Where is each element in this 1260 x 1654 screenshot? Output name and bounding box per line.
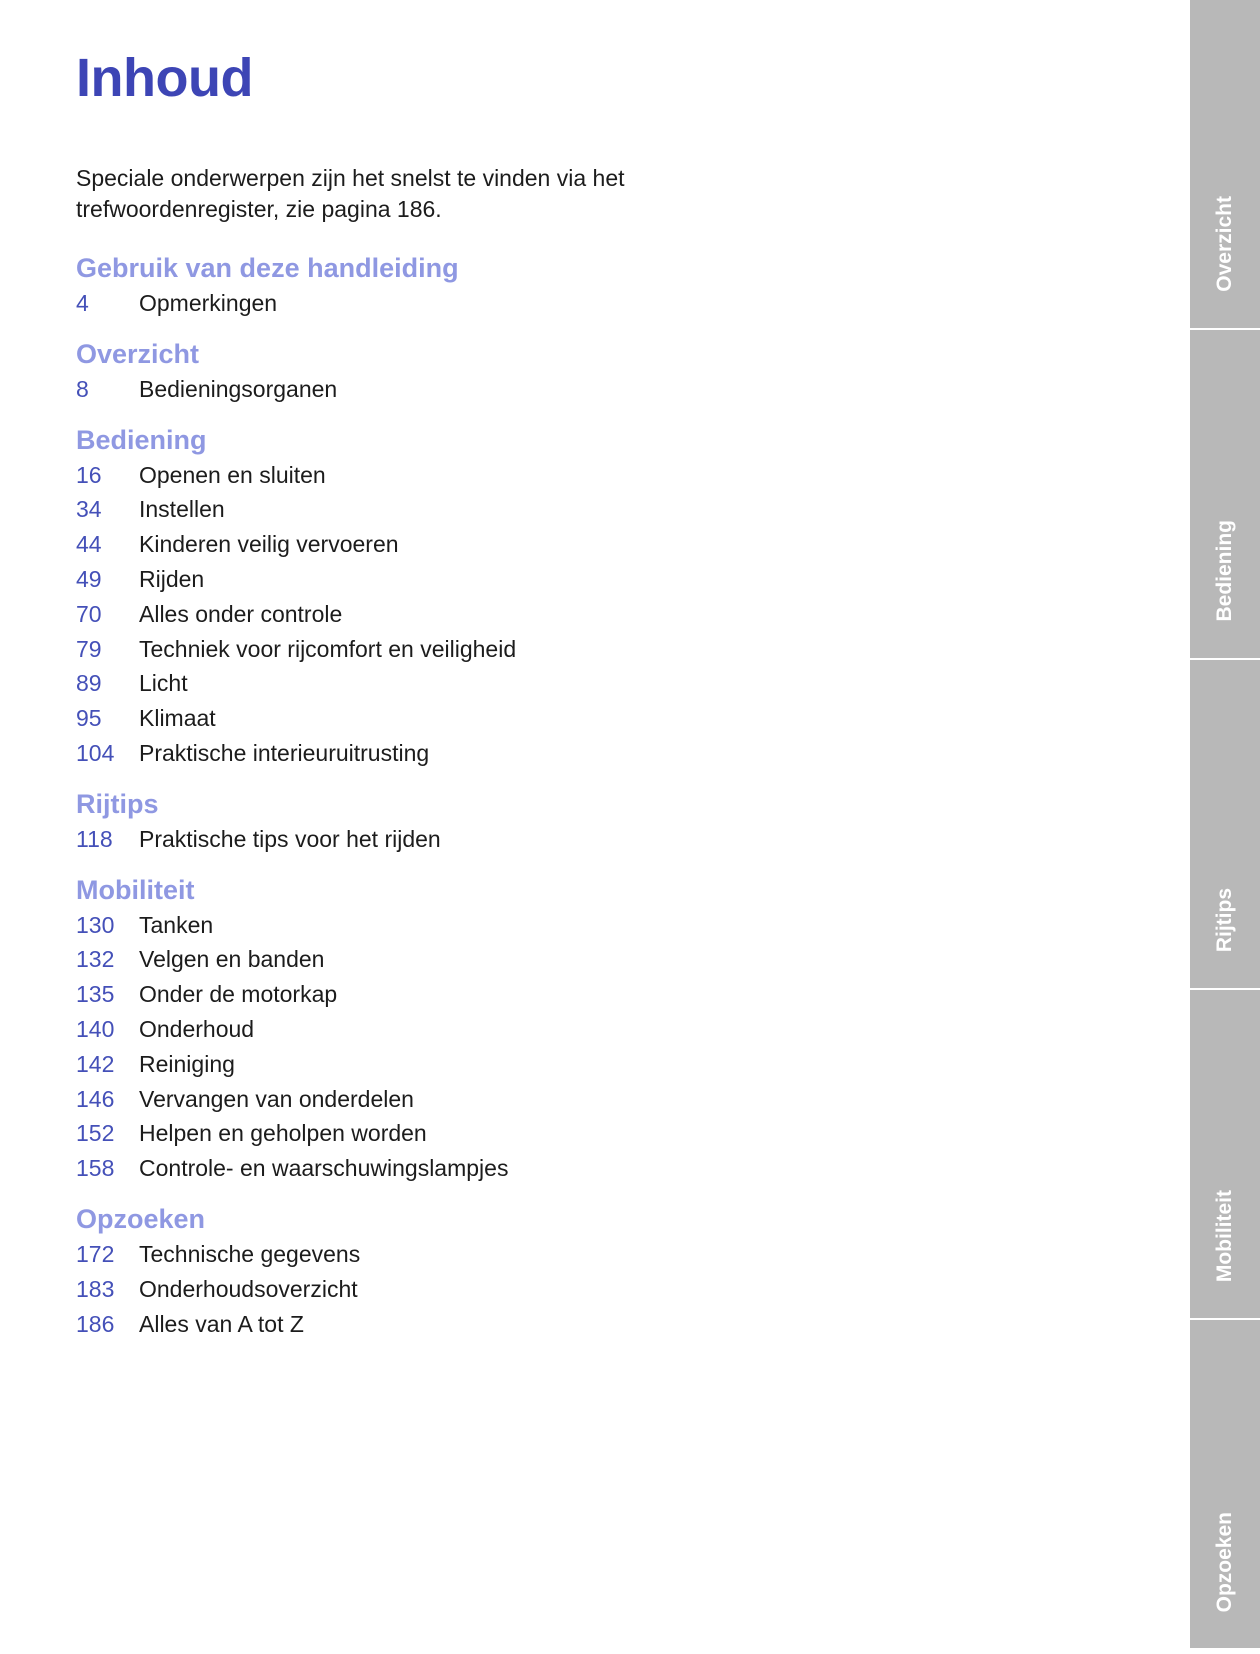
toc-entry[interactable]: [76, 977, 776, 1012]
toc-entry[interactable]: [76, 1237, 776, 1272]
toc-entry-page[interactable]: 183: [76, 1275, 115, 1302]
toc-entry-label[interactable]: Velgen en banden: [139, 946, 325, 973]
toc-entry-page[interactable]: 186: [76, 1310, 115, 1337]
toc-entry-label[interactable]: Bedieningsorganen: [139, 375, 338, 402]
toc-entry-page[interactable]: 132: [76, 946, 115, 973]
side-tab-label: Mobiliteit: [1213, 1189, 1236, 1282]
toc-entry-label[interactable]: Kinderen veilig vervoeren: [139, 531, 399, 558]
toc-entry-label[interactable]: Onderhoudsoverzicht: [139, 1275, 358, 1302]
toc-section-title[interactable]: Overzicht: [76, 338, 200, 369]
toc-entry[interactable]: [76, 372, 776, 407]
toc-entry-label[interactable]: Klimaat: [139, 705, 216, 732]
toc-entry-page[interactable]: 44: [76, 531, 102, 558]
toc-entry-page[interactable]: 172: [76, 1240, 115, 1267]
toc-entry-page[interactable]: 79: [76, 635, 102, 662]
toc-entry[interactable]: [76, 632, 776, 667]
side-tabs: [1190, 0, 1260, 1654]
toc-entry[interactable]: [76, 942, 776, 977]
toc-entry[interactable]: [76, 492, 776, 527]
toc-section: [76, 250, 776, 321]
side-tab-bediening[interactable]: [1190, 330, 1260, 658]
toc-entry-label[interactable]: Tanken: [139, 911, 214, 938]
toc-entry-label[interactable]: Technische gegevens: [139, 1240, 361, 1267]
toc-section-title[interactable]: Gebruik van deze handleiding: [76, 253, 459, 283]
side-tab-rijtips[interactable]: [1190, 660, 1260, 988]
toc-entry[interactable]: [76, 822, 776, 857]
toc-section-title[interactable]: Rijtips: [76, 788, 159, 819]
toc-entry-page[interactable]: 70: [76, 600, 102, 627]
side-tab-opzoeken[interactable]: [1190, 1320, 1260, 1648]
toc-section: [76, 422, 776, 771]
side-tab-label: Opzoeken: [1213, 1511, 1236, 1612]
side-tab-label: Rijtips: [1213, 887, 1236, 952]
toc-entry-page[interactable]: 95: [76, 705, 102, 732]
toc-entry-page[interactable]: 16: [76, 461, 102, 488]
toc-entry[interactable]: [76, 562, 776, 597]
toc-section: [76, 336, 776, 407]
toc-entry-page[interactable]: 34: [76, 496, 102, 523]
toc-entry-page[interactable]: 104: [76, 739, 115, 766]
toc-entry-label[interactable]: Reiniging: [139, 1050, 235, 1077]
toc-entry-page[interactable]: 146: [76, 1085, 115, 1112]
toc-entry[interactable]: [76, 1012, 776, 1047]
toc-entry-label[interactable]: Helpen en geholpen worden: [139, 1120, 427, 1147]
toc-entry-page[interactable]: 130: [76, 911, 115, 938]
toc-entry[interactable]: [76, 1151, 776, 1186]
side-tab-overzicht[interactable]: [1190, 0, 1260, 328]
toc-entry[interactable]: [76, 286, 776, 321]
side-tab-label: Bediening: [1213, 520, 1236, 622]
toc-entry[interactable]: [76, 597, 776, 632]
toc-entry-page[interactable]: 8: [76, 375, 89, 402]
toc-entry[interactable]: [76, 527, 776, 562]
toc-section-title[interactable]: Bediening: [76, 424, 207, 455]
page-title: Inhoud: [76, 48, 253, 108]
toc-entry-page[interactable]: 4: [76, 290, 89, 316]
toc-entry[interactable]: [76, 908, 776, 943]
toc-entry-label[interactable]: Openen en sluiten: [139, 461, 326, 488]
toc-section-title[interactable]: Opzoeken: [76, 1203, 206, 1234]
toc-section: [76, 1201, 776, 1341]
toc-entry-label[interactable]: Onderhoud: [139, 1015, 255, 1042]
toc-entry-label[interactable]: Vervangen van onderdelen: [139, 1085, 414, 1112]
toc-entry[interactable]: [76, 1116, 776, 1151]
table-of-contents: [76, 250, 776, 1356]
toc-entry-label[interactable]: Opmerkingen: [139, 290, 278, 316]
toc-entry-label[interactable]: Praktische interieuruitrusting: [139, 739, 430, 766]
toc-entry-page[interactable]: 152: [76, 1120, 115, 1147]
toc-section-title[interactable]: Mobiliteit: [76, 874, 195, 905]
toc-section: [76, 786, 776, 857]
toc-entry-label[interactable]: Instellen: [139, 496, 225, 523]
toc-entry[interactable]: [76, 1272, 776, 1307]
toc-entry[interactable]: [76, 666, 776, 701]
toc-entry-page[interactable]: 118: [76, 825, 113, 852]
intro-text: Speciale onderwerpen zijn het snelst te vinden via het trefwoordenregister, zie pagina 186.: [76, 165, 625, 222]
toc-entry-label[interactable]: Licht: [139, 670, 188, 697]
side-tab-label: Overzicht: [1213, 196, 1236, 292]
toc-entry[interactable]: [76, 1307, 776, 1342]
toc-entry-page[interactable]: 135: [76, 981, 115, 1008]
toc-entry[interactable]: [76, 701, 776, 736]
toc-entry[interactable]: [76, 458, 776, 493]
toc-entry[interactable]: [76, 736, 776, 771]
toc-entry-page[interactable]: 140: [76, 1015, 115, 1042]
toc-entry-label[interactable]: Alles onder controle: [139, 600, 343, 627]
toc-entry-page[interactable]: 142: [76, 1050, 115, 1077]
toc-entry-label[interactable]: Rijden: [139, 565, 205, 592]
toc-entry-label[interactable]: Onder de motorkap: [139, 981, 338, 1008]
toc-entry-page[interactable]: 158: [76, 1155, 115, 1182]
toc-entry-label[interactable]: Alles van A tot Z: [139, 1310, 304, 1337]
toc-entry[interactable]: [76, 1047, 776, 1082]
toc-section: [76, 872, 776, 1186]
toc-entry-page[interactable]: 49: [76, 565, 102, 592]
toc-entry[interactable]: [76, 1082, 776, 1117]
toc-entry-page[interactable]: 89: [76, 670, 102, 697]
toc-entry-label[interactable]: Praktische tips voor het rijden: [139, 825, 441, 852]
toc-entry-label[interactable]: Techniek voor rijcomfort en veiligheid: [139, 635, 517, 662]
toc-entry-label[interactable]: Controle- en waarschuwingslampjes: [139, 1155, 509, 1182]
side-tab-mobiliteit[interactable]: [1190, 990, 1260, 1318]
